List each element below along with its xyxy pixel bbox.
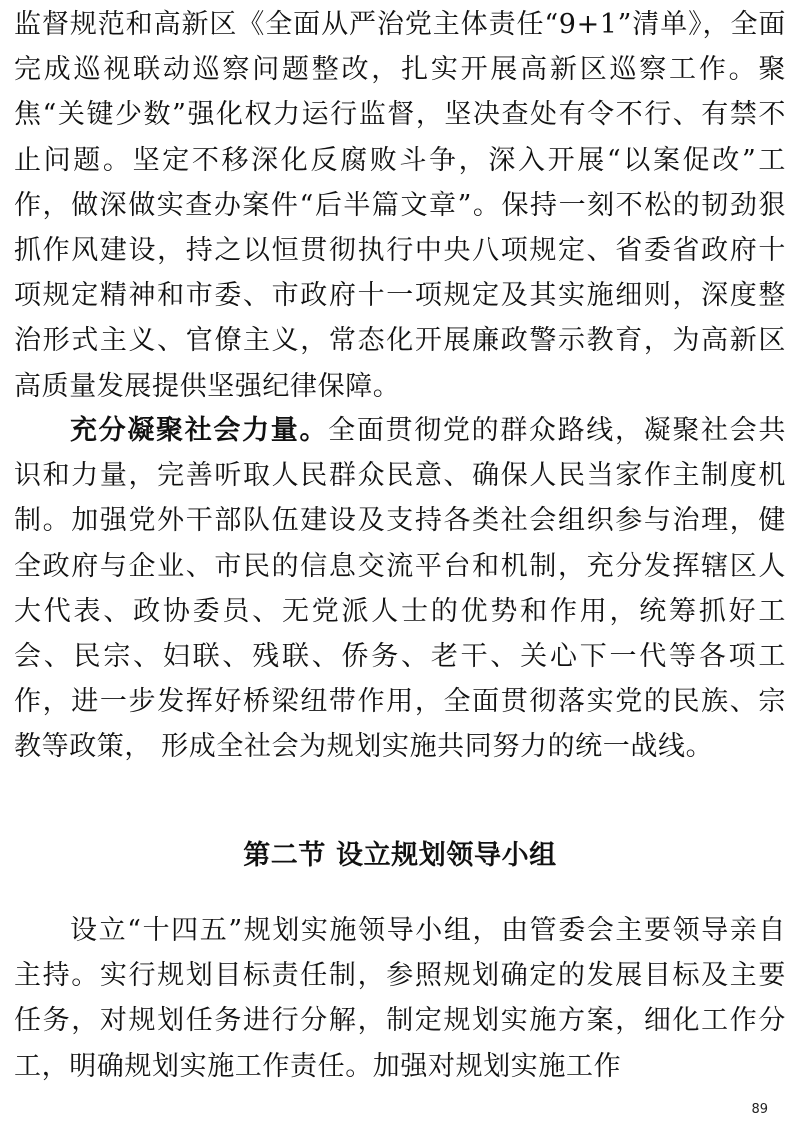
paragraph-social-forces (14, 408, 786, 770)
paragraph-body: 全面贯彻党的群众路线，凝聚社会共识和力量，完善听取人民群众民意、确保人民当家作主制度机制。加强党外干部队伍建设及支持各类社会组织参与治理，健全政府与企业、市民的信息交流平台和机制，充分发挥辖区人大代表、政协委员、无党派人士的优势和作用，统筹抓好工会、民宗、妇联、残联、侨务、老干、关心下一代等各项工作，进一步发挥好桥梁纽带作用，全面贯彻落实党的民族、宗教等政策， 形成全社会为规划实施共同努力的统一战线。 (14, 415, 786, 763)
paragraph-discipline-supervision: 监督规范和高新区《全面从严治党主体责任“9+1”清单》，全面完成巡视联动巡察问题整改，扎实开展高新区巡察工作。聚焦“关键少数”强化权力运行监督，坚决查处有令不行、有禁不止问题。坚定不移深化反腐败斗争，深入开展“以案促改”工作，做深做实查办案件“后半篇文章”。保持一刻不松的韧劲狠抓作风建设，持之以恒贯彻执行中央八项规定、省委省政府十项规定精神和市委、市政府十一项规定及其实施细则，深度整治形式主义、官僚主义，常态化开展廉政警示教育，为高新区高质量发展提供坚强纪律保障。 (14, 9, 786, 402)
section-heading: 第二节 设立规划领导小组 (243, 840, 557, 871)
page-number: 89 (751, 1102, 768, 1117)
paragraph-leading-group: 设立“十四五”规划实施领导小组，由管委会主要领导亲自主持。实行规划目标责任制，参照规划确定的发展目标及主要任务，对规划任务进行分解，制定规划实施方案，细化工作分工，明确规划实施工作责任。加强对规划实施工作 (14, 915, 786, 1082)
paragraph-lead-heading: 充分凝聚社会力量。 (70, 415, 329, 446)
